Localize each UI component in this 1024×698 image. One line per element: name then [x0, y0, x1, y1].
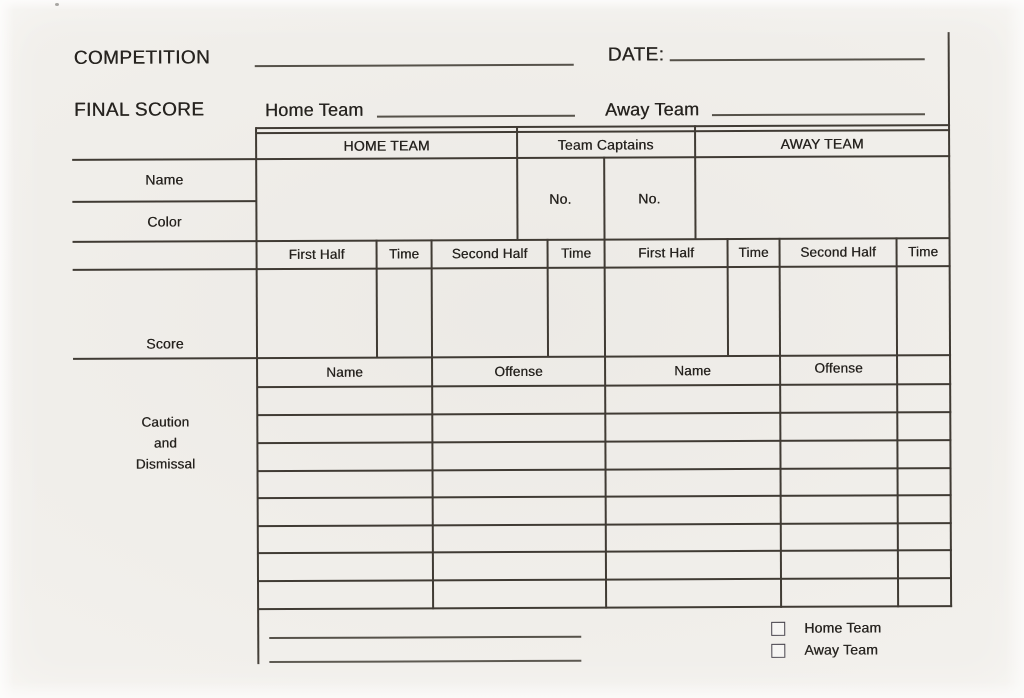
away-team-score-line [712, 113, 925, 116]
and-word: and [153, 435, 177, 451]
caution-word: Caution [141, 414, 190, 430]
grid-line-v [431, 239, 435, 609]
team-captains-header: Team Captains [557, 135, 654, 153]
grid-line-v [779, 238, 783, 608]
competition-label: COMPETITION [73, 47, 211, 69]
home-team-score-label: Home Team [264, 99, 364, 121]
away-first-half-header: First Half [638, 245, 695, 261]
home-first-half-header: First Half [288, 246, 345, 262]
final-score-label: FINAL SCORE [73, 99, 205, 121]
row-label-caution-dismissal [73, 411, 257, 475]
date-field-line [670, 58, 925, 61]
home-team-score-line [377, 115, 575, 118]
home-captain-no-label: No. [549, 190, 572, 207]
row-label-score: Score [146, 335, 184, 352]
signature-line [269, 636, 581, 639]
away-team-checkbox-label: Away Team [804, 641, 879, 658]
away-first-half-time-header: Time [738, 244, 769, 261]
table-right-border [948, 32, 953, 607]
competition-field-line [255, 64, 574, 67]
home-team-header: HOME TEAM [343, 136, 430, 154]
home-second-half-time-header: Time [560, 245, 592, 261]
row-label-name: Name [145, 171, 184, 188]
table-top-border-outer [256, 124, 950, 129]
date-label: DATE: [607, 44, 665, 66]
away-caution-offense-header: Offense [814, 359, 863, 376]
dismissal-word: Dismissal [135, 456, 196, 472]
signature-line [269, 660, 581, 663]
row-label-color: Color [147, 212, 182, 230]
away-second-half-header: Second Half [800, 244, 876, 260]
away-captain-no-label: No. [638, 189, 661, 206]
grid-line-v [896, 237, 900, 607]
away-caution-name-header: Name [674, 362, 712, 378]
away-team-score-label: Away Team [604, 99, 700, 120]
home-team-checkbox-label: Home Team [804, 619, 882, 636]
home-second-half-header: Second Half [451, 245, 528, 262]
away-team-checkbox [771, 644, 785, 658]
away-second-half-time-header: Time [907, 244, 939, 260]
home-team-checkbox [771, 622, 785, 636]
home-caution-name-header: Name [326, 364, 364, 380]
home-first-half-time-header: Time [388, 246, 420, 262]
away-team-header: AWAY TEAM [780, 134, 864, 152]
home-caution-offense-header: Offense [494, 363, 543, 379]
